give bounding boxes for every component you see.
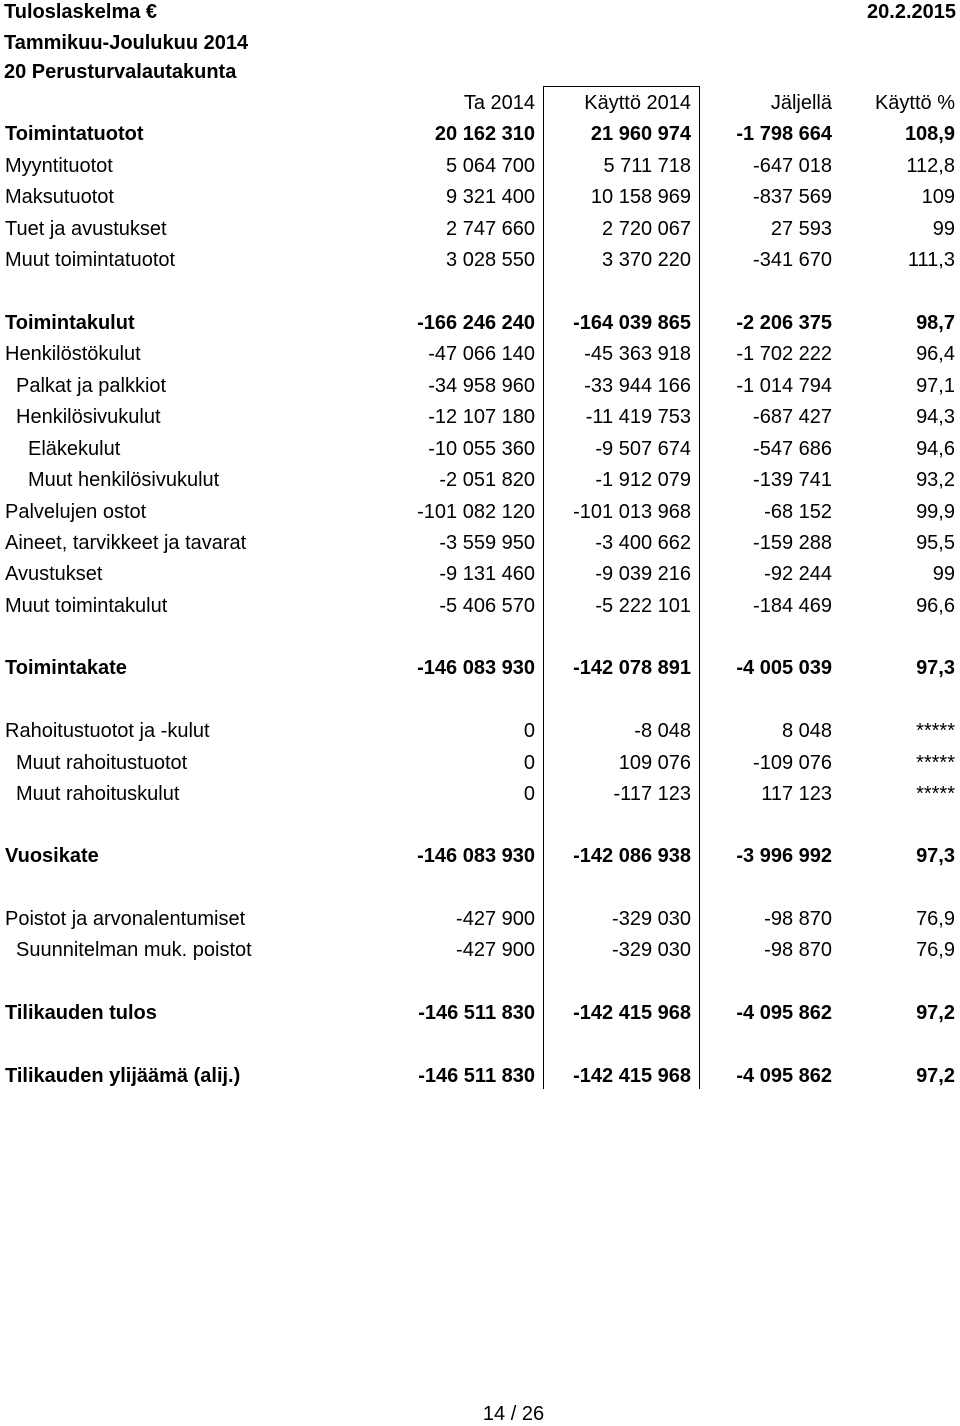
cell-kaytto: -1 912 079: [595, 469, 691, 491]
table-row: [0, 404, 960, 430]
cell-ta: 0: [523, 720, 535, 742]
cell-ta: -47 066 140: [428, 343, 535, 365]
table-row: [0, 1000, 960, 1026]
cell-jaljella: -1 702 222: [736, 343, 832, 365]
cell-jaljella: -687 427: [753, 406, 832, 428]
cell-pct: 76,9: [916, 939, 955, 961]
cell-kaytto: -33 944 166: [584, 375, 691, 397]
cell-jaljella: -4 095 862: [736, 1002, 832, 1024]
cell-jaljella: 117 123: [761, 783, 832, 805]
cell-ta: -427 900: [456, 908, 535, 930]
cell-pct: 108,9: [904, 123, 955, 145]
cell-kaytto: 5 711 718: [603, 155, 691, 177]
cell-jaljella: -1 014 794: [736, 375, 832, 397]
cell-kaytto: -329 030: [612, 939, 691, 961]
row-label: Tilikauden ylijäämä (alij.): [5, 1065, 241, 1087]
cell-pct: 97,2: [916, 1065, 955, 1087]
cell-ta: -2 051 820: [439, 469, 535, 491]
table-row: [0, 561, 960, 587]
cell-jaljella: -68 152: [764, 501, 832, 523]
table-row: [0, 937, 960, 963]
cell-pct: 94,6: [916, 438, 955, 460]
row-label: Henkilöstökulut: [5, 343, 141, 365]
cell-ta: -427 900: [456, 939, 535, 961]
row-label: Poistot ja arvonalentumiset: [5, 908, 246, 930]
cell-jaljella: 8 048: [781, 720, 832, 742]
cell-pct: 97,2: [916, 1002, 955, 1024]
cell-pct: 96,6: [916, 595, 955, 617]
cell-jaljella: -184 469: [753, 595, 832, 617]
cell-kaytto: 2 720 067: [602, 218, 691, 240]
table-row: [0, 718, 960, 744]
cell-kaytto: -142 078 891: [573, 657, 691, 679]
row-label: Rahoitustuotot ja -kulut: [5, 720, 210, 742]
cell-kaytto: -9 039 216: [595, 563, 691, 585]
cell-kaytto: -117 123: [613, 783, 691, 805]
cell-pct: 97,3: [916, 657, 955, 679]
table-row: [0, 467, 960, 493]
cell-kaytto: -142 415 968: [573, 1002, 691, 1024]
cell-ta: -146 511 830: [418, 1065, 535, 1087]
table-row: [0, 530, 960, 556]
cell-ta: -166 246 240: [417, 312, 535, 334]
column-header-ta: Ta 2014: [463, 92, 535, 114]
table-row: [0, 781, 960, 807]
row-label: Palkat ja palkkiot: [16, 375, 167, 397]
table-row: [0, 153, 960, 179]
cell-ta: -146 083 930: [417, 657, 535, 679]
row-label: Muut henkilösivukulut: [28, 469, 220, 491]
cell-jaljella: -341 670: [753, 249, 832, 271]
cell-ta: -146 083 930: [417, 845, 535, 867]
report-date: 20.2.2015: [867, 1, 956, 23]
cell-kaytto: -142 415 968: [573, 1065, 691, 1087]
cell-pct: 99: [932, 218, 955, 240]
cell-jaljella: -98 870: [764, 908, 832, 930]
cell-kaytto: 21 960 974: [590, 123, 691, 145]
report-unit: 20 Perusturvalautakunta: [4, 61, 237, 83]
cell-jaljella: -4 095 862: [736, 1065, 832, 1087]
table-row: [0, 593, 960, 619]
cell-ta: -9 131 460: [439, 563, 535, 585]
table-row: [0, 750, 960, 776]
cell-kaytto: -5 222 101: [595, 595, 691, 617]
table-row: [0, 436, 960, 462]
table-row: [0, 341, 960, 367]
cell-ta: -5 406 570: [439, 595, 535, 617]
cell-pct: 98,7: [916, 312, 955, 334]
cell-ta: 9 321 400: [446, 186, 535, 208]
cell-pct: 76,9: [916, 908, 955, 930]
cell-ta: -101 082 120: [417, 501, 535, 523]
cell-kaytto: -3 400 662: [595, 532, 691, 554]
row-label: Muut rahoituskulut: [16, 783, 180, 805]
cell-jaljella: -139 741: [753, 469, 832, 491]
row-label: Henkilösivukulut: [16, 406, 161, 428]
cell-pct: 99,9: [916, 501, 955, 523]
row-label: Toimintatuotot: [5, 123, 144, 145]
cell-pct: *****: [916, 783, 955, 805]
cell-pct: 93,2: [916, 469, 955, 491]
cell-ta: 20 162 310: [434, 123, 535, 145]
row-label: Muut toimintakulut: [5, 595, 168, 617]
table-row: [0, 184, 960, 210]
row-label: Avustukset: [5, 563, 103, 585]
cell-ta: 0: [523, 783, 535, 805]
cell-pct: 111,3: [907, 249, 955, 271]
row-label: Muut rahoitustuotot: [16, 752, 188, 774]
table-row: [0, 906, 960, 932]
cell-pct: 94,3: [916, 406, 955, 428]
cell-ta: -34 958 960: [428, 375, 535, 397]
row-label: Aineet, tarvikkeet ja tavarat: [5, 532, 247, 554]
table-row: [0, 121, 960, 147]
cell-jaljella: -92 244: [764, 563, 832, 585]
cell-kaytto: -101 013 968: [573, 501, 691, 523]
cell-pct: 112,8: [906, 155, 955, 177]
cell-kaytto: -142 086 938: [573, 845, 691, 867]
report-period: Tammikuu-Joulukuu 2014: [4, 32, 249, 54]
cell-pct: 97,3: [916, 845, 955, 867]
cell-kaytto: -45 363 918: [584, 343, 691, 365]
cell-jaljella: -837 569: [753, 186, 832, 208]
cell-jaljella: -2 206 375: [736, 312, 832, 334]
cell-kaytto: -164 039 865: [573, 312, 691, 334]
cell-pct: 97,1: [916, 375, 955, 397]
cell-kaytto: -9 507 674: [595, 438, 691, 460]
row-label: Myyntituotot: [5, 155, 113, 177]
column-header-jaljella: Jäljellä: [770, 92, 832, 114]
cell-pct: 95,5: [916, 532, 955, 554]
cell-jaljella: -4 005 039: [736, 657, 832, 679]
cell-pct: 99: [932, 563, 955, 585]
cell-jaljella: 27 593: [770, 218, 832, 240]
cell-pct: *****: [916, 752, 955, 774]
table-row: [0, 1063, 960, 1089]
cell-kaytto: -11 419 753: [585, 406, 691, 428]
cell-pct: *****: [916, 720, 955, 742]
cell-ta: -3 559 950: [439, 532, 535, 554]
cell-jaljella: -98 870: [764, 939, 832, 961]
table-row: [0, 499, 960, 525]
cell-ta: -146 511 830: [418, 1002, 535, 1024]
column-header-kaytto-pct: Käyttö %: [874, 92, 955, 114]
column-header-row: [0, 90, 960, 116]
row-label: Maksutuotot: [5, 186, 114, 208]
table-row: [0, 655, 960, 681]
cell-jaljella: -547 686: [753, 438, 832, 460]
row-label: Tilikauden tulos: [5, 1002, 157, 1024]
cell-kaytto: 109 076: [618, 752, 691, 774]
cell-ta: 3 028 550: [446, 249, 535, 271]
cell-ta: -10 055 360: [428, 438, 535, 460]
cell-jaljella: -159 288: [753, 532, 832, 554]
row-label: Eläkekulut: [28, 438, 121, 460]
cell-jaljella: -3 996 992: [736, 845, 832, 867]
cell-ta: -12 107 180: [428, 406, 535, 428]
row-label: Toimintakulut: [5, 312, 135, 334]
cell-kaytto: 10 158 969: [590, 186, 691, 208]
row-label: Vuosikate: [5, 845, 99, 867]
table-row: [0, 247, 960, 273]
row-label: Toimintakate: [5, 657, 127, 679]
table-row: [0, 373, 960, 399]
cell-kaytto: -8 048: [634, 720, 691, 742]
cell-ta: 2 747 660: [446, 218, 535, 240]
page-number: 14 / 26: [482, 1403, 545, 1425]
column-header-kaytto: Käyttö 2014: [584, 92, 691, 114]
cell-jaljella: -109 076: [753, 752, 832, 774]
cell-pct: 96,4: [916, 343, 955, 365]
cell-kaytto: 3 370 220: [602, 249, 691, 271]
table-row: [0, 843, 960, 869]
cell-ta: 5 064 700: [446, 155, 535, 177]
row-label: Suunnitelman muk. poistot: [16, 939, 252, 961]
row-label: Muut toimintatuotot: [5, 249, 176, 271]
table-row: [0, 310, 960, 336]
cell-jaljella: -1 798 664: [736, 123, 832, 145]
cell-kaytto: -329 030: [612, 908, 691, 930]
row-label: Palvelujen ostot: [5, 501, 147, 523]
row-label: Tuet ja avustukset: [5, 218, 167, 240]
report-title: Tuloslaskelma €: [4, 1, 158, 23]
cell-jaljella: -647 018: [753, 155, 832, 177]
table-row: [0, 216, 960, 242]
cell-pct: 109: [921, 186, 955, 208]
cell-ta: 0: [523, 752, 535, 774]
